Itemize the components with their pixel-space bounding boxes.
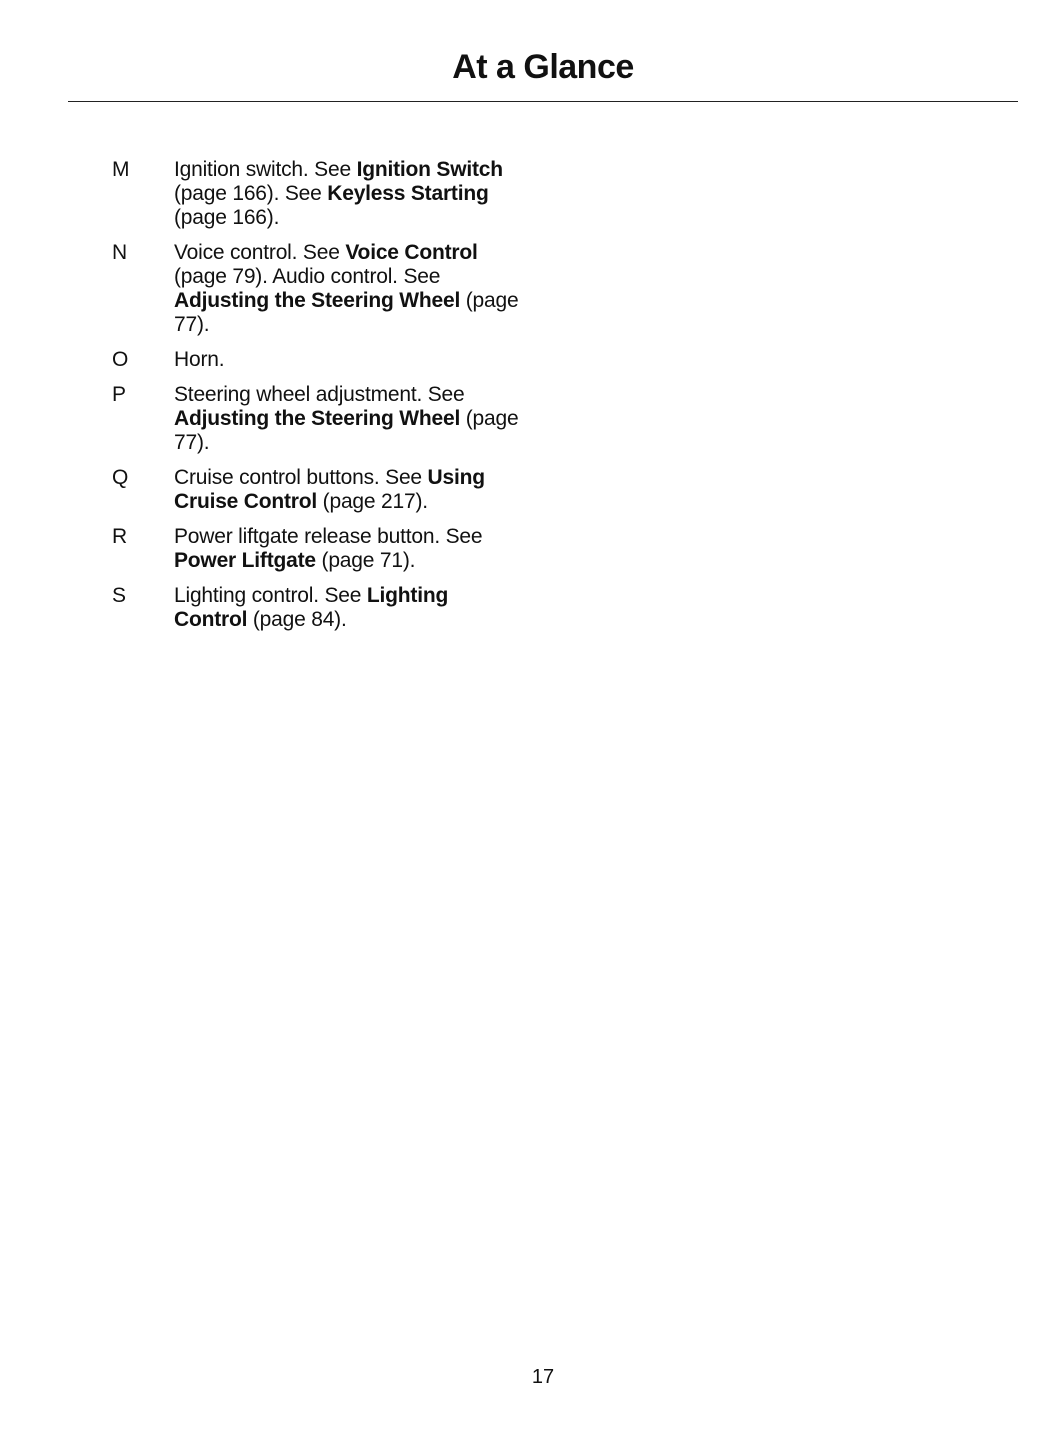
legend-description (174, 383, 524, 455)
description-text: (page 166). (174, 206, 280, 229)
legend-letter: R (112, 525, 128, 548)
legend-letter: Q (112, 466, 129, 489)
cross-reference-title: Lighting Control (174, 584, 449, 631)
description-text: Horn. (174, 348, 225, 371)
legend-description (174, 241, 524, 337)
legend-letter: O (112, 348, 129, 371)
legend-letter: P (112, 383, 127, 406)
title-divider (68, 101, 1018, 102)
legend-item (112, 383, 532, 455)
description-text: Lighting control. See (174, 584, 367, 607)
cross-reference-title: Voice Control (345, 241, 478, 264)
description-text: Power liftgate release button. See (174, 525, 483, 548)
description-text: Cruise control buttons. See (174, 466, 428, 489)
cross-reference-title: Using Cruise Control (174, 466, 485, 513)
legend-description (174, 466, 524, 514)
description-text: (page 166). See (174, 182, 328, 205)
legend-item (112, 158, 532, 230)
description-text: Ignition switch. See (174, 158, 357, 181)
description-text: (page 84). (247, 608, 347, 631)
cross-reference-title: Ignition Switch (356, 158, 503, 181)
description-text: (page 71). (315, 549, 416, 572)
description-text: Steering wheel adjustment. See (174, 383, 465, 406)
legend-letter: M (112, 158, 130, 181)
legend-letter: N (112, 241, 128, 264)
legend-description (174, 348, 524, 372)
description-text: (page 79). Audio control. See (174, 265, 441, 288)
description-text: (page 217). (317, 490, 428, 513)
description-text: Voice control. See (174, 241, 346, 264)
cross-reference-title: Adjusting the Steering Wheel (174, 289, 461, 312)
legend-item (112, 241, 532, 337)
cross-reference-title: Power Liftgate (174, 549, 316, 572)
cross-reference-title: Keyless Starting (327, 182, 489, 205)
legend-item (112, 584, 532, 632)
legend-item (112, 466, 532, 514)
page-number: 17 (531, 1366, 555, 1388)
description-text: (page 77). (174, 289, 519, 336)
legend-item (112, 525, 532, 573)
legend-letter: S (112, 584, 127, 607)
page-title: At a Glance (452, 48, 634, 86)
legend-description (174, 158, 524, 230)
legend-item (112, 348, 532, 372)
legend-description (174, 525, 524, 573)
description-text: (page 77). (174, 407, 519, 454)
legend-description (174, 584, 524, 632)
callout-legend-list (112, 158, 532, 643)
cross-reference-title: Adjusting the Steering Wheel (174, 407, 461, 430)
